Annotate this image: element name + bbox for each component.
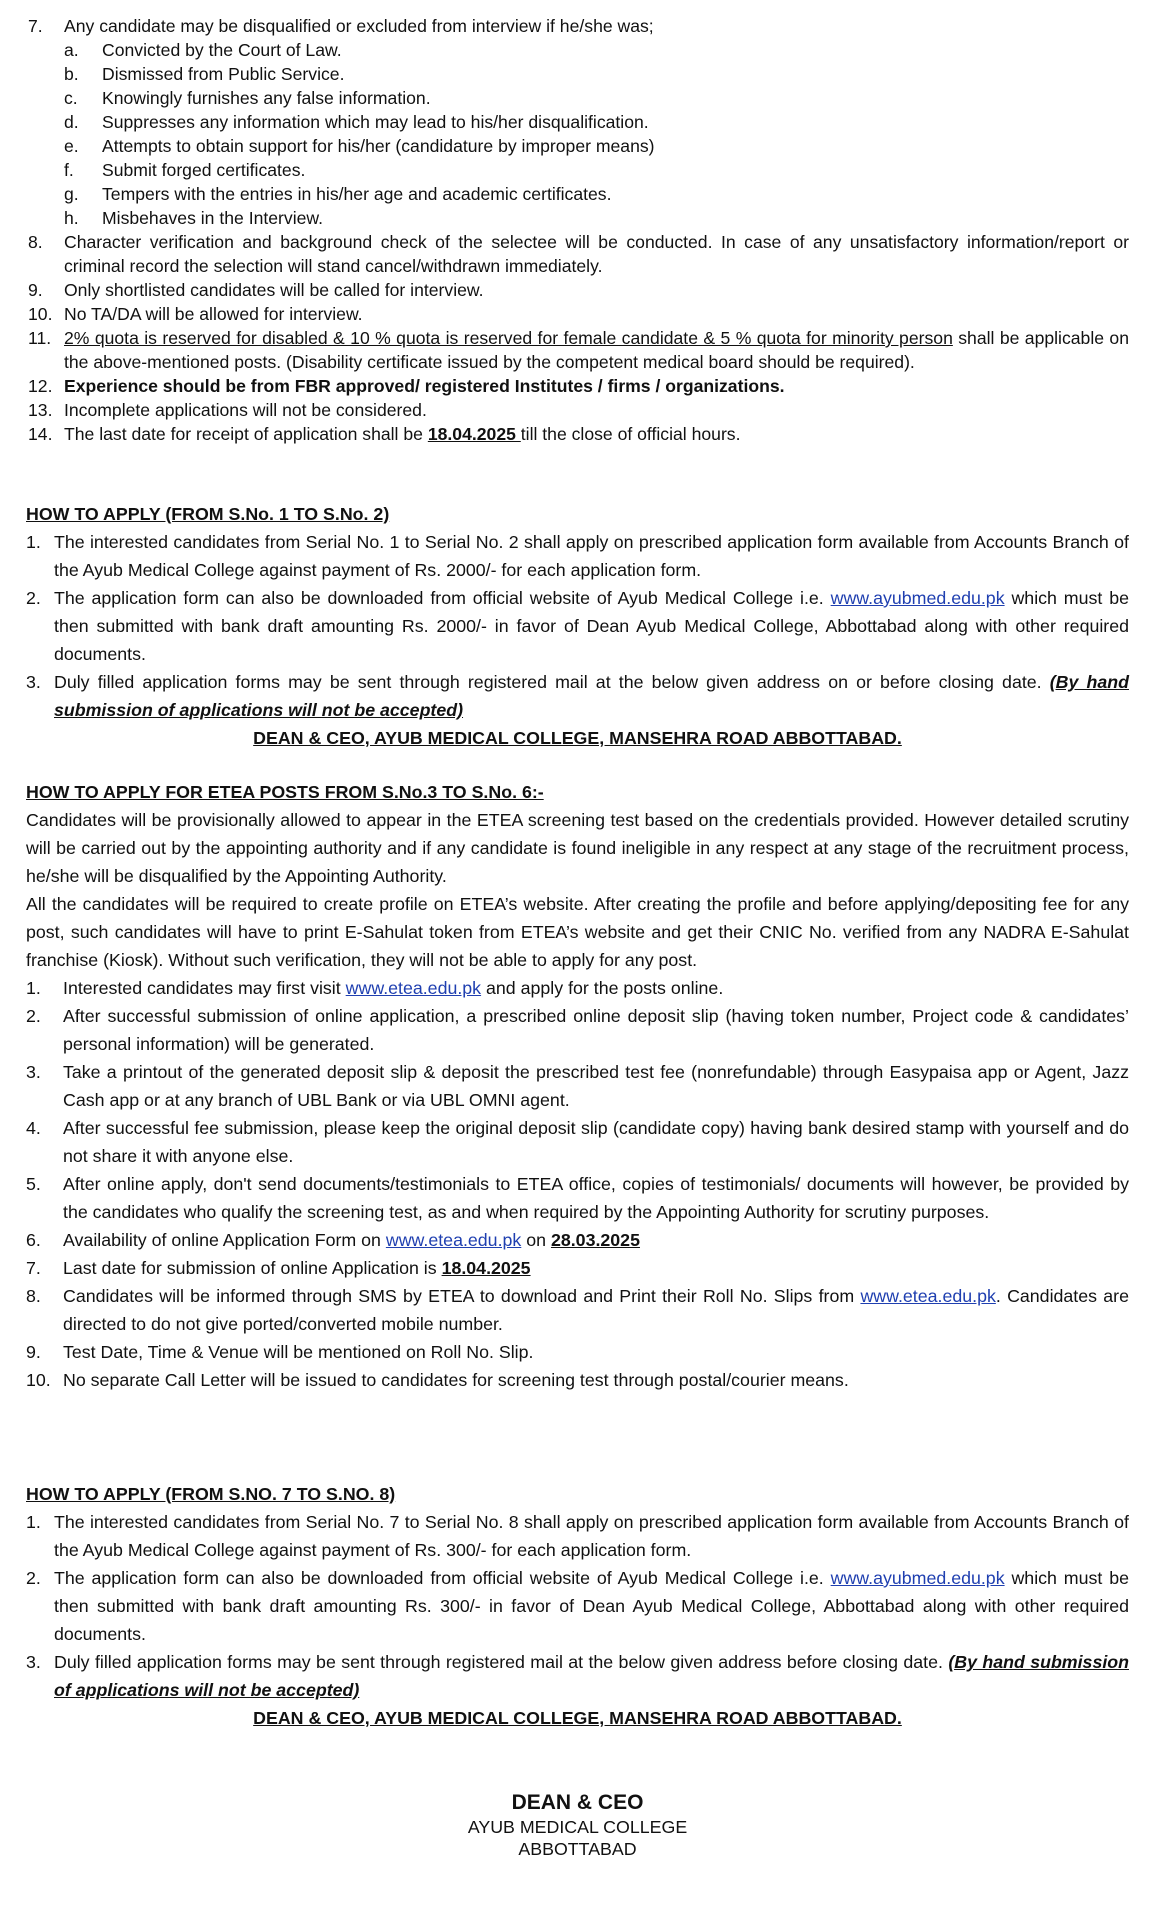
- hand-submission-note: (By hand submission of applications will not be accepted): [54, 672, 1129, 720]
- item-number: 13.: [28, 400, 53, 420]
- quota-text: 2% quota is reserved for disabled & 10 % quota is reserved for female candidate & 5 % quota for minority person: [64, 328, 953, 348]
- etea-link[interactable]: www.etea.edu.pk: [385, 1230, 522, 1250]
- list-item: [26, 528, 1129, 584]
- item-text: No separate Call Letter will be issued to candidates for screening test through postal/courier means.: [63, 1370, 849, 1390]
- item-text: [63, 1226, 1129, 1254]
- item-text: Test Date, Time & Venue will be mentioned on Roll No. Slip.: [63, 1342, 534, 1362]
- list-item: [26, 1564, 1129, 1648]
- sub-list-item: [28, 182, 1129, 206]
- item-text: Take a printout of the generated deposit slip & deposit the prescribed test fee (nonrefundable) through Easypaisa app or Agent, Jazz Cash app or at any branch of UBL Bank or via UBL OMNI agent.: [63, 1062, 1129, 1110]
- list-item: [26, 1058, 1129, 1114]
- address-line: DEAN & CEO, AYUB MEDICAL COLLEGE, MANSEHRA ROAD ABBOTTABAD.: [253, 1708, 902, 1728]
- deadline-date: 18.04.2025: [427, 424, 521, 444]
- list-item: [28, 398, 1129, 422]
- list-item: [26, 1002, 1129, 1058]
- list-item: [26, 1338, 1129, 1366]
- sub-list-item: [28, 62, 1129, 86]
- sub-item-text: Convicted by the Court of Law.: [102, 40, 342, 60]
- list-item: [26, 1366, 1129, 1394]
- section-heading: HOW TO APPLY FOR ETEA POSTS FROM S.No.3 TO S.No. 6:-: [26, 782, 544, 802]
- item-text-after: which must be then submitted with bank draft amounting Rs. 2000/- in favor of Dean Ayub Medical College, Abbottabad along with other required documents.: [54, 588, 1129, 664]
- item-text: [54, 584, 1129, 668]
- item-number: 11.: [28, 328, 52, 348]
- website-link[interactable]: www.ayubmed.edu.pk: [830, 1568, 1005, 1588]
- address-line: DEAN & CEO, AYUB MEDICAL COLLEGE, MANSEHRA ROAD ABBOTTABAD.: [253, 728, 902, 748]
- item-text-after: which must be then submitted with bank draft amounting Rs. 300/- in favor of Dean Ayub Medical College, Abbottabad along with other required documents.: [54, 1568, 1129, 1644]
- sub-item-text: Attempts to obtain support for his/her (candidature by improper means): [102, 136, 655, 156]
- item-number: 10.: [26, 1370, 51, 1390]
- item-text: [54, 1564, 1129, 1648]
- item-text: The interested candidates from Serial No. 7 to Serial No. 8 shall apply on prescribed application form available from Accounts Branch of the Ayub Medical College against payment of Rs. 300/- for each application form.: [54, 1512, 1129, 1560]
- item-text-before: Candidates will be informed through SMS by ETEA to download and Print their Roll No. Slips from: [63, 1286, 861, 1306]
- sub-item-letter: a.: [64, 40, 79, 60]
- etea-paragraph-1: Candidates will be provisionally allowed to appear in the ETEA screening test based on the credentials provided. However detailed scrutiny will be carried out by the appointing authority and if any candidate is found ineligible in any respect at any stage of the recruitment process, he/she will be disqualified by the Appointing Authority.: [26, 810, 1129, 886]
- sub-item-letter: b.: [64, 64, 79, 84]
- list-item: [26, 1170, 1129, 1226]
- sub-item-text: Knowingly furnishes any false information.: [102, 88, 431, 108]
- sub-item-text: Tempers with the entries in his/her age and academic certificates.: [102, 184, 612, 204]
- list-item: [28, 14, 1129, 38]
- item-number: 7.: [28, 16, 43, 36]
- item-number: 7.: [26, 1258, 41, 1278]
- list-item: [28, 374, 1129, 398]
- hand-submission-note: (By hand submission of applications will not be accepted): [54, 1652, 1129, 1700]
- criteria-list: [0, 14, 1155, 446]
- list-item: [28, 422, 1129, 446]
- sub-list-item: [28, 134, 1129, 158]
- item-text: After successful fee submission, please keep the original deposit slip (candidate copy) having bank desired stamp with yourself and do not share it with anyone else.: [63, 1118, 1129, 1166]
- signature-block: [0, 1790, 1155, 1860]
- item-text: [64, 326, 1129, 374]
- item-text-main: Duly filled application forms may be sent through registered mail at the below given address before closing date.: [54, 1652, 949, 1672]
- etea-link[interactable]: www.etea.edu.pk: [345, 978, 482, 998]
- item-text-before: Last date for submission of online Application is: [63, 1258, 442, 1278]
- sub-list-item: [28, 158, 1129, 182]
- website-link[interactable]: www.ayubmed.edu.pk: [830, 588, 1005, 608]
- item-text-before: Availability of online Application Form on: [63, 1230, 386, 1250]
- list-item: [26, 1508, 1129, 1564]
- item-text-mid: on: [521, 1230, 551, 1250]
- sub-item-letter: f.: [64, 160, 74, 180]
- item-text: [63, 974, 1129, 1002]
- item-text: After successful submission of online application, a prescribed online deposit slip (having token number, Project code & candidates’ personal information) will be generated.: [63, 1006, 1129, 1054]
- item-text-after: . Candidates are directed to do not give ported/converted mobile number.: [63, 1286, 1129, 1334]
- sub-list-item: [28, 110, 1129, 134]
- list-item: [26, 974, 1129, 1002]
- list-item: [26, 584, 1129, 668]
- list-item: [26, 1648, 1129, 1704]
- item-number: 3.: [26, 1652, 41, 1672]
- item-text: No TA/DA will be allowed for interview.: [64, 304, 363, 324]
- sub-item-text: Dismissed from Public Service.: [102, 64, 345, 84]
- item-number: 12.: [28, 376, 53, 396]
- sub-item-text: Submit forged certificates.: [102, 160, 306, 180]
- item-text: The interested candidates from Serial No. 1 to Serial No. 2 shall apply on prescribed application form available from Accounts Branch of the Ayub Medical College against payment of Rs. 2000/- for each application form.: [54, 532, 1129, 580]
- item-text-before: The application form can also be downloaded from official website of Ayub Medical College i.e.: [54, 1568, 831, 1588]
- item-text: [54, 1648, 1129, 1704]
- sub-item-letter: g.: [64, 184, 79, 204]
- item-number: 8.: [28, 232, 43, 252]
- item-number: 1.: [26, 978, 41, 998]
- sub-list-item: [28, 38, 1129, 62]
- list-item: [28, 326, 1129, 374]
- sub-item-text: Misbehaves in the Interview.: [102, 208, 324, 228]
- item-number: 1.: [26, 532, 41, 552]
- last-date: 18.04.2025: [441, 1258, 531, 1278]
- item-number: 8.: [26, 1286, 41, 1306]
- list-item: [28, 230, 1129, 278]
- sub-list-item: [28, 86, 1129, 110]
- item-number: 2.: [26, 1568, 41, 1588]
- item-text: Any candidate may be disqualified or excluded from interview if he/she was;: [64, 16, 654, 36]
- item-number: 14.: [28, 424, 53, 444]
- item-text-before: Interested candidates may first visit: [63, 978, 346, 998]
- item-text-after: and apply for the posts online.: [481, 978, 724, 998]
- section-heading: HOW TO APPLY (FROM S.No. 1 TO S.No. 2): [26, 504, 390, 524]
- item-text: After online apply, don't send documents/testimonials to ETEA office, copies of testimonials/ documents will however, be provided by the candidates who qualify the screening test, as and when required by the Appointing Authority for scrutiny purposes.: [63, 1174, 1129, 1222]
- item-text: [63, 1282, 1129, 1338]
- item-text: Experience should be from FBR approved/ registered Institutes / firms / organizations.: [64, 376, 785, 396]
- deadline-text: The last date for receipt of application shall be: [64, 424, 428, 444]
- availability-date: 28.03.2025: [550, 1230, 640, 1250]
- item-number: 5.: [26, 1174, 41, 1194]
- item-number: 6.: [26, 1230, 41, 1250]
- item-number: 2.: [26, 1006, 41, 1026]
- deadline-text-after: till the close of official hours.: [520, 424, 741, 444]
- etea-paragraph-2: All the candidates will be required to create profile on ETEA’s website. After creating the profile and before applying/depositing fee for any post, such candidates will have to print E-Sahulat token from ETEA’s website and get their CNIC No. verified from any NADRA E-Sahulat franchise (Kiosk). Without such verification, they will not be able to apply for any post.: [26, 894, 1129, 970]
- section-heading: HOW TO APPLY (FROM S.NO. 7 TO S.NO. 8): [26, 1484, 396, 1504]
- list-item: [26, 1226, 1129, 1254]
- item-number: 1.: [26, 1512, 41, 1532]
- signatory-title: DEAN & CEO: [511, 1791, 644, 1814]
- list-item: [26, 668, 1129, 724]
- item-number: 2.: [26, 588, 41, 608]
- apply-section-3: [0, 1480, 1155, 1732]
- sub-item-letter: h.: [64, 208, 79, 228]
- sub-item-letter: d.: [64, 112, 79, 132]
- item-text-main: Duly filled application forms may be sent through registered mail at the below given address on or before closing date.: [54, 672, 1050, 692]
- signatory-institution: AYUB MEDICAL COLLEGE: [467, 1817, 688, 1837]
- item-text: [64, 422, 1129, 446]
- list-item: [26, 1282, 1129, 1338]
- etea-link[interactable]: www.etea.edu.pk: [860, 1286, 996, 1306]
- list-item: [26, 1254, 1129, 1282]
- signatory-city: ABBOTTABAD: [518, 1839, 637, 1859]
- list-item: [28, 278, 1129, 302]
- item-text: [63, 1254, 1129, 1282]
- item-number: 9.: [26, 1342, 41, 1362]
- item-text: Only shortlisted candidates will be called for interview.: [64, 280, 484, 300]
- list-item: [26, 1114, 1129, 1170]
- sub-item-letter: e.: [64, 136, 79, 156]
- list-item: [28, 302, 1129, 326]
- sub-item-letter: c.: [64, 88, 78, 108]
- item-number: 3.: [26, 672, 41, 692]
- item-number: 9.: [28, 280, 43, 300]
- sub-list-item: [28, 206, 1129, 230]
- item-text-before: The application form can also be downloaded from official website of Ayub Medical College i.e.: [54, 588, 831, 608]
- item-number: 4.: [26, 1118, 41, 1138]
- quota-note: shall be applicable on the above-mentioned posts. (Disability certificate issued by the competent medical board should be required).: [64, 328, 1129, 372]
- item-text: [54, 668, 1129, 724]
- item-number: 10.: [28, 304, 53, 324]
- item-number: 3.: [26, 1062, 41, 1082]
- item-text: Character verification and background check of the selectee will be conducted. In case of any unsatisfactory information/report or criminal record the selection will stand cancel/withdrawn immediately.: [64, 232, 1129, 276]
- sub-item-text: Suppresses any information which may lead to his/her disqualification.: [102, 112, 649, 132]
- apply-section-etea: [0, 778, 1155, 1394]
- item-text: Incomplete applications will not be considered.: [64, 400, 427, 420]
- apply-section-1: [0, 500, 1155, 752]
